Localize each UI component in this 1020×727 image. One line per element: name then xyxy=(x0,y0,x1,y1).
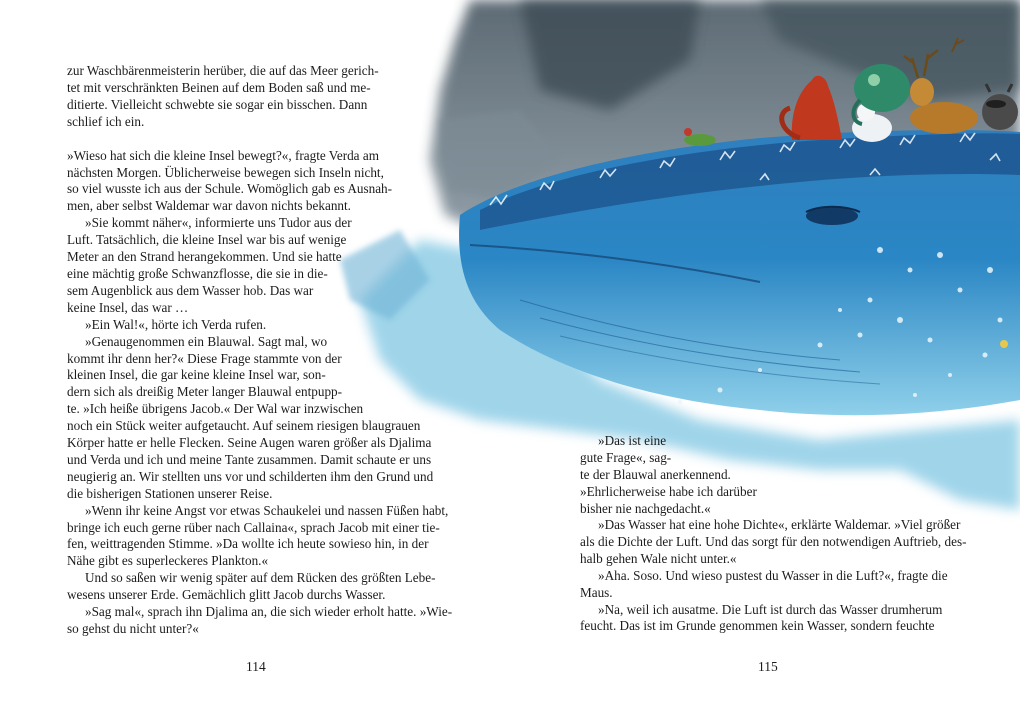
text-line: bringe ich euch gerne rüber nach Callaina«, sprach Jacob mit einer tie- xyxy=(67,519,440,535)
text-line: nächsten Morgen. Üblicherweise bewegen sich Inseln nicht, xyxy=(67,164,384,180)
text-line: so viel wusste ich aus der Schule. Womöglich gab es Ausnah- xyxy=(67,181,393,197)
text-line: te. »Ich heiße übrigens Jacob.« Der Wal war inzwischen xyxy=(67,401,364,417)
text-line: zur Waschbärenmeisterin herüber, die auf das Meer gerich- xyxy=(67,63,379,78)
text-line: halb gehen Wale nicht unter.« xyxy=(580,550,737,566)
left-page-text xyxy=(67,63,453,638)
text-line: eine mächtig große Schwanzflosse, die sie in die- xyxy=(67,265,328,281)
text-line: Luft. Tatsächlich, die kleine Insel war bis auf wenige xyxy=(67,232,347,248)
text-line: bisher nie nachgedacht.« xyxy=(580,500,711,516)
text-line: so gehst du nicht unter?« xyxy=(67,621,199,636)
right-page-text-top xyxy=(580,433,780,518)
text-line: dern sich als dreißig Meter langer Blauwal entpupp- xyxy=(67,384,343,400)
text-line: kommt ihr denn her?« Diese Frage stammte von der xyxy=(67,350,342,366)
text-line: »Wenn ihr keine Angst vor etwas Schaukelei und nassen Füßen habt, xyxy=(85,502,449,518)
text-line: sem Augenblick aus dem Wasser hob. Das war xyxy=(67,282,314,298)
text-line: kleinen Insel, die gar keine kleine Insel war, son- xyxy=(67,367,326,383)
text-line: »Sie kommt näher«, informierte uns Tudor aus der xyxy=(85,215,352,231)
text-line: ditierte. Vielleicht schwebte sie sogar ein bisschen. Dann xyxy=(67,96,368,112)
text-line: »Sag mal«, sprach ihn Djalima an, die sich wieder erholt hatte. »Wie- xyxy=(85,604,453,620)
right-page-text xyxy=(580,517,967,635)
page-number-left: 114 xyxy=(246,659,266,674)
paragraph-gap xyxy=(67,131,442,148)
text-line: Und so saßen wir wenig später auf dem Rücken des größten Lebe- xyxy=(85,570,436,586)
text-line: keine Insel, das war … xyxy=(67,299,189,315)
text-line: neugierig an. Wir stellten uns vor und schilderten ihm den Grund und xyxy=(67,468,434,484)
text-line: »Aha. Soso. Und wieso pustest du Wasser in die Luft?«, fragte die xyxy=(598,567,948,583)
text-line: »Ein Wal!«, hörte ich Verda rufen. xyxy=(85,316,267,332)
text-line: Nähe gibt es superleckeres Plankton.« xyxy=(67,553,269,569)
text-line: feucht. Das ist im Grunde genommen kein Wasser, sondern feuchte xyxy=(580,618,935,634)
text-line: gute Frage«, sag- xyxy=(580,449,672,465)
text-line: »Das ist eine xyxy=(598,433,667,448)
text-line: tet mit verschränkten Beinen auf dem Boden saß und me- xyxy=(67,79,371,95)
text-line: Maus. xyxy=(580,584,613,600)
text-line: schlief ich ein. xyxy=(67,113,145,129)
text-line: »Ehrlicherweise habe ich darüber xyxy=(580,483,757,499)
text-line: fen, weittragenden Stimme. »Da wollte ich heute sowieso hin, in der xyxy=(67,536,429,552)
text-line: als die Dichte der Luft. Und das sorgt für den notwendigen Auftrieb, des- xyxy=(580,533,967,549)
text-line: te der Blauwal anerkennend. xyxy=(580,466,731,482)
text-line: wesens unserer Erde. Gemächlich glitt Jacob durchs Wasser. xyxy=(67,587,386,603)
text-line: »Das Wasser hat eine hohe Dichte«, erklärte Waldemar. »Viel größer xyxy=(598,517,961,532)
text-line: die bisherigen Stationen unserer Reise. xyxy=(67,485,273,501)
text-line: »Na, weil ich ausatme. Die Luft ist durch das Wasser drumherum xyxy=(598,601,943,617)
page-number-right: 115 xyxy=(758,659,778,674)
text-line: »Genaugenommen ein Blauwal. Sagt mal, wo xyxy=(85,333,328,349)
text-line: Körper hatte er helle Flecken. Seine Augen waren größer als Djalima xyxy=(67,435,432,451)
text-line: »Wieso hat sich die kleine Insel bewegt?«, fragte Verda am xyxy=(67,147,379,163)
text-line: und Verda und ich und meine Tante zusammen. Damit schaute er uns xyxy=(67,451,432,467)
text-line: Meter an den Strand herangekommen. Und sie hatte xyxy=(67,249,342,265)
text-line: men, aber selbst Waldemar war davon nichts bekannt. xyxy=(67,198,351,214)
text-line: noch ein Stück weiter aufgetaucht. Auf seinem riesigen blaugrauen xyxy=(67,418,421,434)
